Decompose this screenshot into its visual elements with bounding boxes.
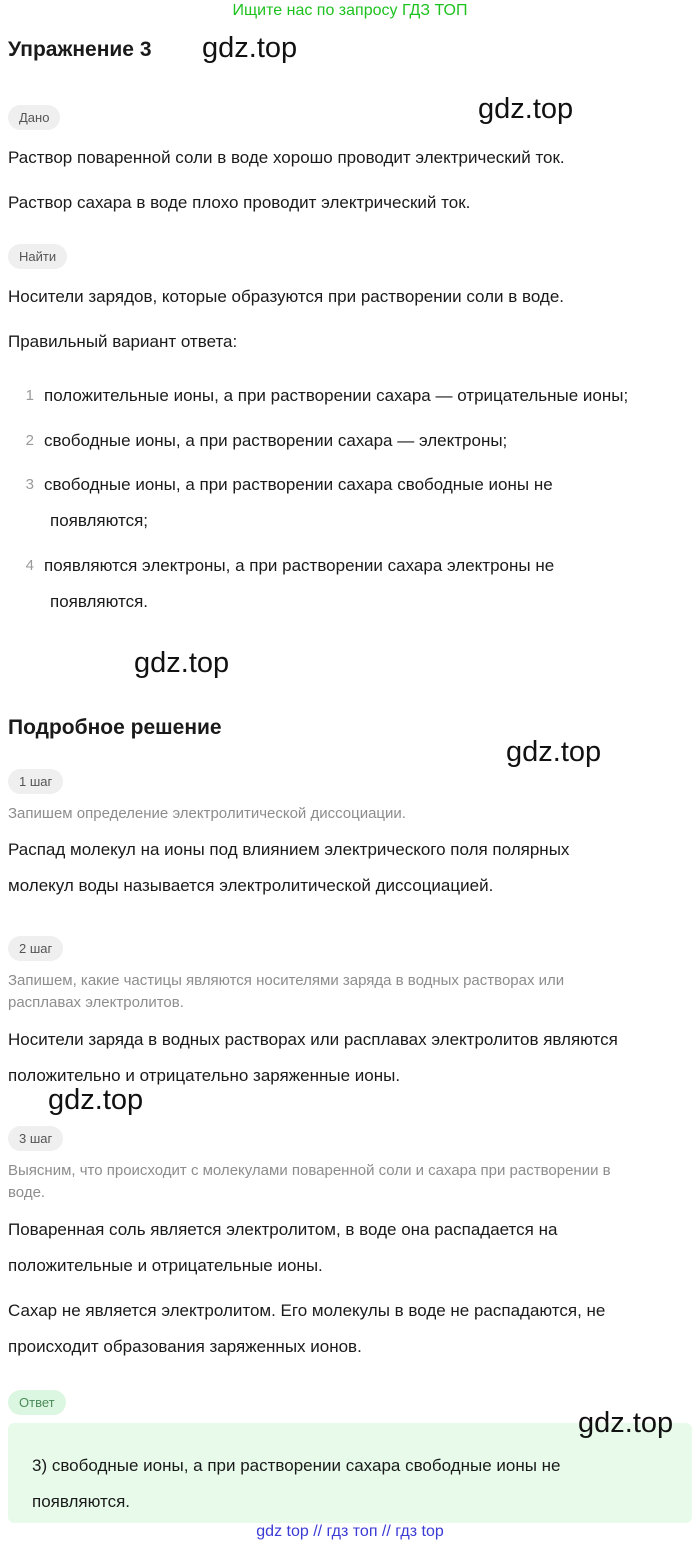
step-hint: Запишем, какие частицы являются носителями заряда в водных растворах или (8, 972, 565, 989)
step-hint: Запишем определение электролитической диссоциации. (8, 805, 406, 822)
given-label: Дано (8, 105, 60, 130)
option-text-cont: появляются. (50, 592, 149, 611)
answer-section (8, 1390, 66, 1415)
find-label: Найти (8, 244, 67, 269)
step-label: 3 шаг (8, 1126, 63, 1151)
step-body: положительные и отрицательные ионы. (8, 1256, 323, 1275)
step-hint: воде. (8, 1184, 46, 1201)
option-item (8, 423, 698, 459)
given-section (8, 105, 60, 130)
step-2 (8, 936, 63, 961)
answer-text: 3) свободные ионы, а при растворении сахара свободные ионы не (32, 1456, 561, 1475)
step-1 (8, 769, 63, 794)
watermark: gdz.top (478, 93, 574, 125)
watermark: gdz.top (48, 1084, 144, 1116)
answer-text: появляются. (32, 1492, 131, 1511)
exercise-title: Упражнение 3 (8, 38, 152, 61)
answer-label: Ответ (8, 1390, 66, 1415)
option-number: 2 (25, 432, 34, 449)
step-label: 1 шаг (8, 769, 63, 794)
given-line: Раствор поваренной соли в воде хорошо проводит электрический ток. (8, 148, 565, 167)
option-item (8, 548, 698, 584)
option-item (8, 378, 698, 414)
option-item (8, 467, 698, 503)
solution-title: Подробное решение (8, 716, 222, 739)
watermark: gdz.top (202, 32, 298, 64)
step-label: 2 шаг (8, 936, 63, 961)
option-number: 3 (25, 476, 34, 493)
watermark: gdz.top (506, 736, 602, 768)
find-line: Правильный вариант ответа: (8, 332, 238, 351)
step-body: Носители заряда в водных растворах или расплавах электролитов являются (8, 1030, 618, 1049)
option-text-cont: появляются; (50, 511, 149, 530)
step-body: Сахар не является электролитом. Его молекулы в воде не распадаются, не (8, 1301, 606, 1320)
option-number: 4 (25, 557, 34, 574)
step-hint: Выясним, что происходит с молекулами поваренной соли и сахара при растворении в (8, 1162, 611, 1179)
option-text: свободные ионы, а при растворении сахара свободные ионы не (44, 475, 553, 494)
footer-links[interactable]: gdz top // гдз топ // гдз top (256, 1523, 444, 1540)
step-body: происходит образования заряженных ионов. (8, 1337, 362, 1356)
top-banner: Ищите нас по запросу ГДЗ ТОП (232, 2, 468, 19)
step-body: Поваренная соль является электролитом, в воде она распадается на (8, 1220, 558, 1239)
option-text: свободные ионы, а при растворении сахара — электроны; (44, 431, 508, 450)
watermark: gdz.top (578, 1407, 674, 1439)
step-body: молекул воды называется электролитической диссоциацией. (8, 876, 494, 895)
find-section (8, 244, 67, 269)
step-3 (8, 1126, 63, 1151)
step-hint: расплавах электролитов. (8, 994, 184, 1011)
step-body: положительно и отрицательно заряженные ионы. (8, 1066, 401, 1085)
option-text: положительные ионы, а при растворении сахара — отрицательные ионы; (44, 386, 629, 405)
find-line: Носители зарядов, которые образуются при растворении соли в воде. (8, 287, 565, 306)
given-line: Раствор сахара в воде плохо проводит электрический ток. (8, 193, 471, 212)
step-body: Распад молекул на ионы под влиянием электрического поля полярных (8, 840, 570, 859)
option-number: 1 (25, 387, 34, 404)
watermark: gdz.top (134, 647, 230, 679)
option-text: появляются электроны, а при растворении сахара электроны не (44, 556, 555, 575)
